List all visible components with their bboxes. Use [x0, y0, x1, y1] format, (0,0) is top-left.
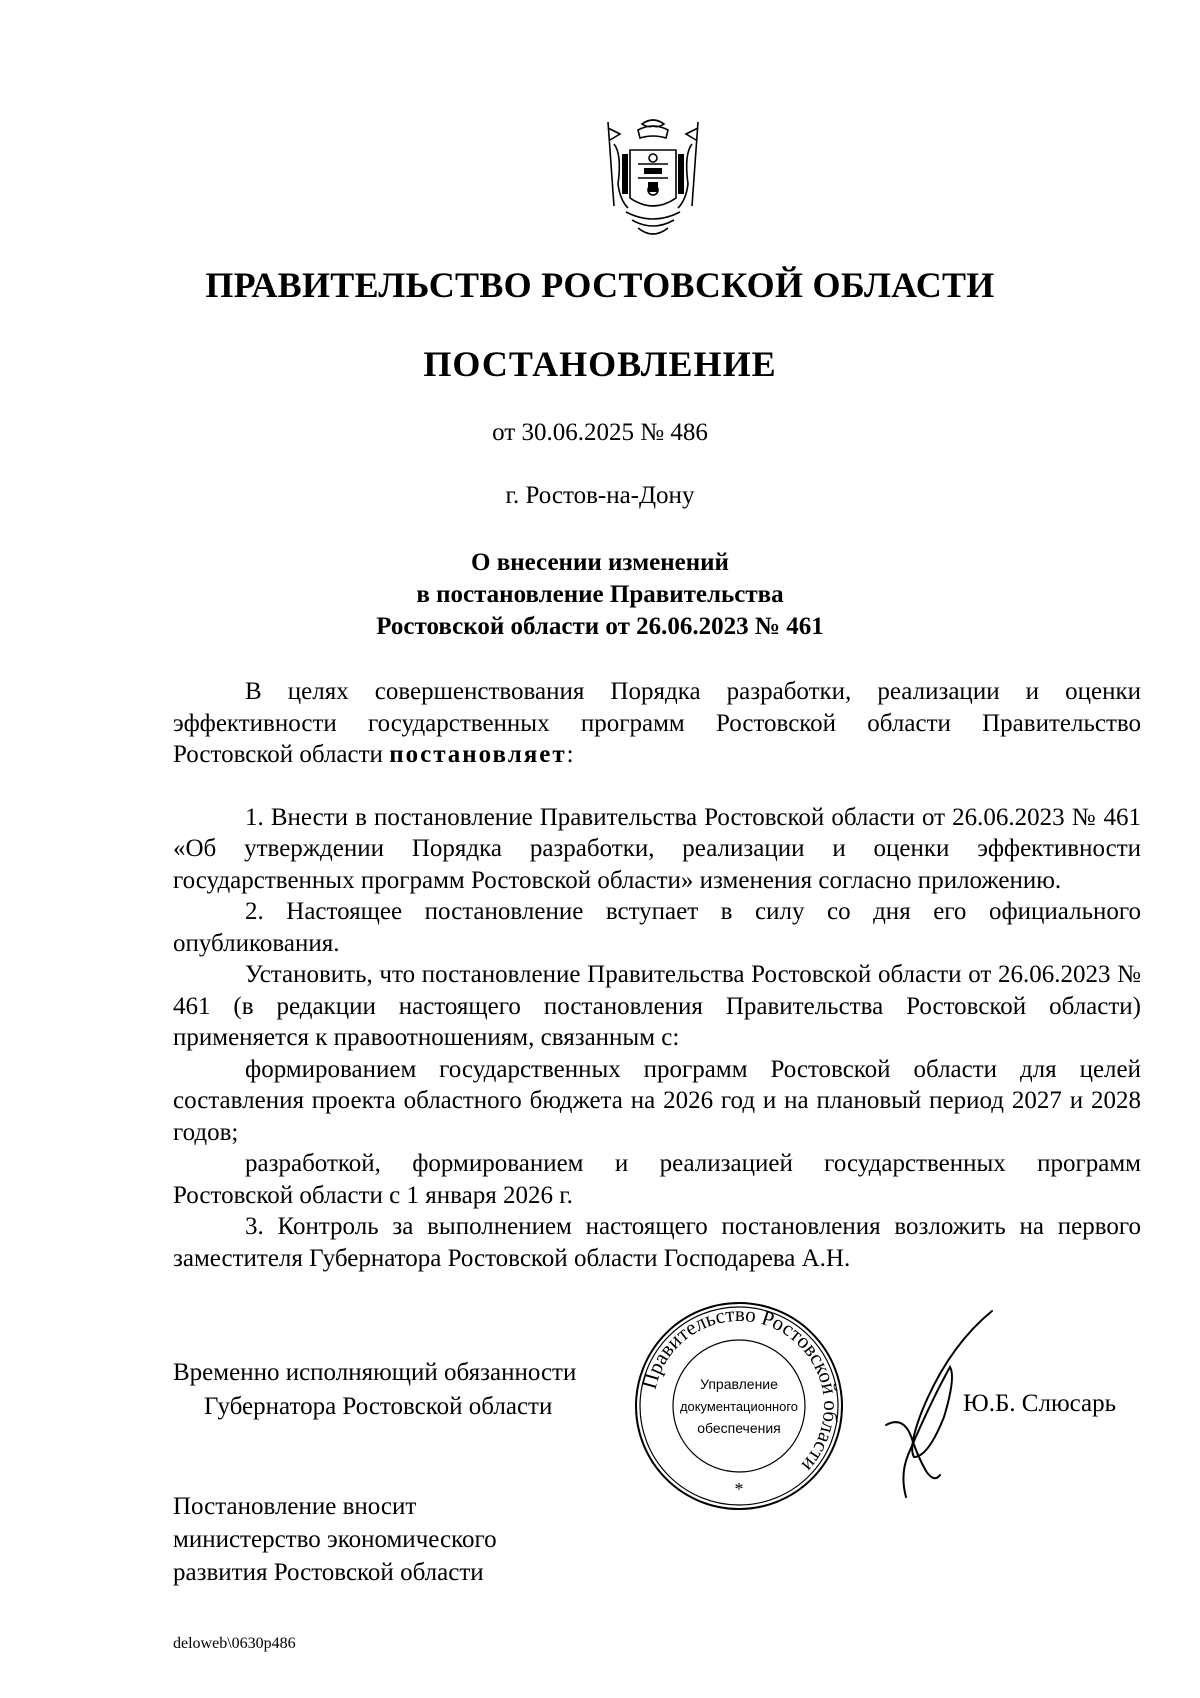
preamble-text: В целях совершенствования Порядка разработки, реализации и оценки эффективности государственных программ Ростовской области Правительство Ростовской области [173, 678, 1141, 768]
document-type-title: ПОСТАНОВЛЕНИЕ [423, 344, 777, 384]
subject-line: О внесении изменений [471, 549, 729, 576]
initiator-line: развития Ростовской области [173, 1559, 484, 1586]
paragraph-item-1: 1. Внести в постановление Правительства Ростовской области от 26.06.2023 № 461 «Об утверждении Порядка разработки, реализации и оценки эффективности государственных программ Ростовской области» изменения согласно приложению. [173, 803, 1141, 894]
initiator-line: Постановление вносит [173, 1493, 417, 1520]
paragraph-application: Установить, что постановление Правительства Ростовской области от 26.06.2023 № 461 (в редакции настоящего постановления Правительства Ростовской области) применяется к правоотношениям, связанным с: [173, 961, 1141, 1051]
document-body [173, 676, 1141, 1274]
initiator-block [173, 1490, 497, 1589]
paragraph-formation: формированием государственных программ Ростовской области для целей составления проекта областного бюджета на 2026 год и на плановый период 2027 и 2028 годов; [173, 1055, 1141, 1146]
signatory-name: Ю.Б. Слюсарь [963, 1390, 1117, 1417]
subject-line: в постановление Правительства [416, 581, 784, 608]
seal-center-line: обеспечения [697, 1420, 781, 1436]
coat-of-arms-icon [598, 114, 708, 242]
position-line: Губернатора Ростовской области [204, 1393, 553, 1420]
subject-line: Ростовской области от 26.06.2023 № 461 [376, 613, 824, 640]
paragraph-gap [173, 771, 1141, 802]
paragraph-development: разработкой, формированием и реализацией государственных программ Ростовской области с 1 января 2026 г. [173, 1150, 1141, 1209]
preamble-end: : [566, 741, 574, 768]
paragraph-item-2: 2. Настоящее постановление вступает в силу со дня его официального опубликования. [173, 898, 1141, 957]
preamble-paragraph [173, 676, 1141, 771]
document-subject [0, 547, 1200, 643]
decree-word: постановляет [389, 741, 567, 768]
position-line: Временно исполняющий обязанности [173, 1359, 577, 1386]
initiator-line: министерство экономического [173, 1526, 497, 1553]
signatory-position [173, 1356, 576, 1424]
date-number-line: от 30.06.2025 № 486 [492, 419, 708, 446]
city-line: г. Ростов-на-Дону [505, 482, 695, 509]
seal-ring-text: Правительство Ростовской области [636, 1301, 844, 1477]
official-seal-icon [632, 1299, 847, 1514]
seal-center-line: документационного [680, 1399, 798, 1414]
paragraph-item-3: 3. Контроль за выполнением настоящего постановления возложить на первого заместителя Губернатора Ростовской области Господарева А.Н. [173, 1213, 1141, 1272]
file-code: deloweb\0630p486 [173, 1635, 296, 1652]
seal-star: * [734, 1479, 744, 1499]
organization-title: ПРАВИТЕЛЬСТВО РОСТОВСКОЙ ОБЛАСТИ [205, 265, 995, 305]
seal-center-line: Управление [700, 1376, 778, 1392]
